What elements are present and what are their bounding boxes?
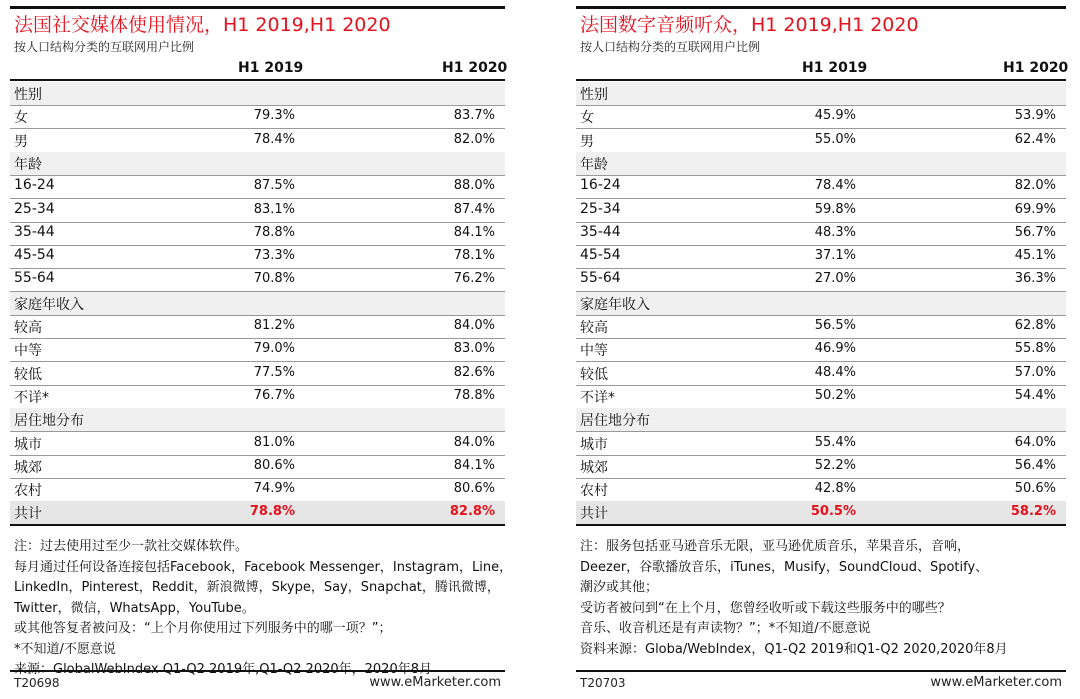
note-line: 或其他答复者被问及：“上个月你使用过下列服务中的哪一项？”； — [14, 621, 392, 636]
value-h1-2020: 56.4% — [1014, 457, 1056, 473]
table-row — [10, 199, 505, 223]
total-row — [10, 501, 505, 526]
table-row — [576, 105, 1066, 129]
section-header-row — [576, 82, 1066, 106]
value-h1-2019: 77.5% — [253, 364, 295, 380]
table-row — [576, 175, 1066, 199]
row-label: 男 — [580, 133, 594, 150]
table-row — [10, 455, 505, 479]
table-row — [576, 245, 1066, 269]
row-label: 45-54 — [14, 247, 55, 264]
row-label: 不详* — [14, 389, 49, 406]
table-row — [576, 478, 1066, 502]
value-h1-2020: 69.9% — [1014, 201, 1056, 217]
row-label: 25-34 — [14, 200, 55, 217]
value-h1-2020: 55.8% — [1014, 341, 1056, 357]
table-row — [10, 268, 505, 292]
row-label: 城市 — [580, 436, 608, 453]
row-label: 中等 — [14, 343, 42, 360]
table-row — [10, 432, 505, 456]
total-row — [576, 501, 1066, 526]
table-row — [10, 222, 505, 246]
value-h1-2019: 27.0% — [814, 271, 856, 287]
value-h1-2019: 42.8% — [814, 481, 856, 497]
value-h1-2019: 48.3% — [814, 224, 856, 240]
section-header-row — [10, 152, 505, 176]
row-label: 年龄 — [580, 156, 608, 173]
value-h1-2019: 37.1% — [814, 248, 856, 264]
row-label: 16-24 — [580, 177, 621, 194]
row-label: 较高 — [580, 320, 608, 336]
row-label: 性别 — [14, 87, 42, 103]
value-h1-2019: 50.2% — [814, 387, 856, 403]
value-h1-2019: 74.9% — [253, 481, 295, 497]
table-row — [10, 478, 505, 502]
row-label: 45-54 — [580, 247, 621, 264]
value-h1-2020: 64.0% — [1014, 434, 1056, 450]
value-h1-2019: 78.4% — [814, 178, 856, 194]
value-h1-2020: 83.7% — [453, 108, 495, 124]
table-row — [10, 338, 505, 362]
row-label: 16-24 — [14, 177, 55, 194]
column-header-h1-2020: H1 2020 — [1003, 60, 1069, 76]
row-label: 25-34 — [580, 200, 621, 217]
value-h1-2019: 76.7% — [253, 387, 295, 403]
row-label: 共计 — [14, 506, 42, 523]
value-h1-2019: 80.6% — [253, 457, 295, 473]
value-h1-2020: 62.4% — [1014, 131, 1056, 147]
value-h1-2020: 58.2% — [1010, 504, 1056, 520]
value-h1-2019: 79.0% — [253, 341, 295, 357]
value-h1-2020: 36.3% — [1014, 271, 1056, 287]
table-row — [576, 385, 1066, 409]
value-h1-2020: 62.8% — [1014, 318, 1056, 333]
value-h1-2020: 84.0% — [453, 434, 495, 450]
value-h1-2019: 55.0% — [814, 131, 856, 147]
table-row — [576, 432, 1066, 456]
note-line: *不知道/不愿意说 — [14, 641, 116, 657]
value-h1-2019: 81.0% — [253, 434, 295, 450]
value-h1-2019: 45.9% — [814, 108, 856, 124]
value-h1-2020: 76.2% — [453, 271, 495, 287]
row-label: 不详* — [580, 389, 615, 406]
note-line: 每月通过任何设备连接包括Facebook，Facebook Messenger，Instagram，Line， — [14, 559, 513, 575]
value-h1-2020: 87.4% — [453, 201, 495, 217]
note-line: LinkedIn，Pinterest，Reddit，新浪微博，Skype，Say，Snapchat，腾讯微博， — [14, 580, 500, 595]
value-h1-2019: 48.4% — [814, 364, 856, 380]
section-header-row — [10, 408, 505, 432]
row-label: 较低 — [580, 366, 608, 383]
table-code: T20703 — [580, 676, 626, 690]
row-label: 女 — [580, 110, 594, 127]
panel-subtitle: 按人口结构分类的互联网用户比例 — [14, 40, 195, 54]
notes-block — [580, 537, 1064, 660]
row-label: 性别 — [580, 87, 608, 103]
value-h1-2019: 50.5% — [810, 504, 856, 520]
value-h1-2019: 56.5% — [814, 318, 856, 333]
value-h1-2020: 56.7% — [1014, 224, 1056, 240]
value-h1-2020: 80.6% — [453, 481, 495, 497]
row-label: 农村 — [14, 483, 42, 500]
row-label: 城市 — [14, 436, 42, 453]
value-h1-2020: 82.0% — [1014, 178, 1056, 194]
value-h1-2019: 78.8% — [249, 504, 295, 520]
note-line: 资料来源：Globa/WebIndex，Q1-Q2 2019和Q1-Q2 2020,2020年8月 — [580, 641, 1008, 657]
table-row — [10, 362, 505, 386]
value-h1-2020: 84.0% — [453, 318, 495, 333]
row-label: 城郊 — [14, 459, 42, 476]
table-row — [576, 129, 1066, 153]
value-h1-2019: 81.2% — [253, 318, 295, 333]
table-row — [576, 455, 1066, 479]
note-line: Deezer，谷歌播放音乐，iTunes，Musify，SoundCloud、Spotify、 — [580, 559, 989, 575]
table-row — [10, 245, 505, 269]
row-label: 35-44 — [580, 223, 621, 240]
note-line: 受访者被问到“在上个月，您曾经收听或下载这些服务中的哪些？ — [580, 600, 951, 616]
row-label: 家庭年收入 — [14, 296, 84, 313]
section-header-row — [576, 408, 1066, 432]
section-header-row — [10, 292, 505, 316]
value-h1-2020: 83.0% — [453, 341, 495, 357]
panel-subtitle: 按人口结构分类的互联网用户比例 — [580, 40, 761, 54]
value-h1-2020: 45.1% — [1014, 248, 1056, 264]
header-rule — [576, 79, 1066, 81]
value-h1-2019: 59.8% — [814, 201, 856, 217]
row-label: 35-44 — [14, 223, 55, 240]
note-line: 注：服务包括亚马逊音乐无限，亚马逊优质音乐，苹果音乐，音响， — [580, 539, 971, 554]
row-label: 男 — [14, 133, 28, 150]
table-row — [576, 315, 1066, 339]
table-row — [576, 222, 1066, 246]
row-label: 女 — [14, 110, 28, 127]
panel-title: 法国数字音频听众，H1 2019,H1 2020 — [580, 14, 919, 36]
table-row — [576, 268, 1066, 292]
bottom-rule — [10, 670, 505, 672]
row-label: 较高 — [14, 320, 42, 336]
row-label: 较低 — [14, 366, 42, 383]
value-h1-2019: 70.8% — [253, 271, 295, 287]
table-code: T20698 — [14, 676, 60, 690]
table-row — [576, 338, 1066, 362]
value-h1-2020: 82.0% — [453, 131, 495, 147]
section-header-row — [576, 292, 1066, 316]
value-h1-2020: 84.1% — [453, 224, 495, 240]
note-line: 注：过去使用过至少一款社交媒体软件。 — [14, 539, 249, 554]
value-h1-2019: 55.4% — [814, 434, 856, 450]
value-h1-2019: 78.8% — [253, 224, 295, 240]
column-header-h1-2019: H1 2019 — [802, 60, 868, 76]
notes-block — [14, 537, 513, 681]
value-h1-2019: 73.3% — [253, 248, 295, 264]
row-label: 城郊 — [580, 459, 608, 476]
value-h1-2020: 57.0% — [1014, 364, 1056, 380]
value-h1-2020: 78.1% — [453, 248, 495, 264]
value-h1-2020: 78.8% — [453, 387, 495, 403]
value-h1-2019: 79.3% — [253, 108, 295, 124]
row-label: 共计 — [580, 506, 608, 523]
value-h1-2020: 82.8% — [449, 504, 495, 520]
value-h1-2020: 88.0% — [453, 178, 495, 194]
value-h1-2019: 46.9% — [814, 341, 856, 357]
table-row — [576, 362, 1066, 386]
row-label: 55-64 — [14, 270, 55, 287]
section-header-row — [10, 82, 505, 106]
row-label: 家庭年收入 — [580, 296, 650, 313]
column-header-h1-2019: H1 2019 — [238, 60, 304, 76]
source-brand-link[interactable]: www.eMarketer.com — [930, 675, 1062, 690]
note-line: 潮汐或其他； — [580, 580, 659, 595]
value-h1-2020: 84.1% — [453, 457, 495, 473]
note-line: 音乐、收音机还是有声读物？”；*不知道/不愿意说 — [580, 621, 871, 636]
table-row — [10, 129, 505, 153]
row-label: 年龄 — [14, 156, 42, 173]
top-rule — [576, 6, 1066, 9]
panel-title: 法国社交媒体使用情况，H1 2019,H1 2020 — [14, 14, 391, 36]
table-row — [576, 199, 1066, 223]
value-h1-2020: 53.9% — [1014, 108, 1056, 124]
source-brand-link[interactable]: www.eMarketer.com — [369, 675, 501, 690]
bottom-rule — [576, 670, 1066, 672]
value-h1-2019: 52.2% — [814, 457, 856, 473]
note-line: Twitter，微信，WhatsApp，YouTube。 — [14, 600, 255, 616]
table-panel-digital-audio — [576, 0, 1069, 699]
value-h1-2020: 82.6% — [453, 364, 495, 380]
table-row — [10, 385, 505, 409]
value-h1-2019: 87.5% — [253, 178, 295, 194]
top-rule — [10, 6, 505, 9]
column-header-h1-2020: H1 2020 — [442, 60, 508, 76]
header-rule — [10, 79, 505, 81]
row-label: 居住地分布 — [580, 413, 650, 430]
row-label: 农村 — [580, 483, 608, 500]
value-h1-2019: 83.1% — [253, 201, 295, 217]
table-row — [10, 105, 505, 129]
table-row — [10, 315, 505, 339]
value-h1-2019: 78.4% — [253, 131, 295, 147]
table-panel-social-media — [10, 0, 513, 699]
value-h1-2020: 50.6% — [1014, 481, 1056, 497]
value-h1-2020: 54.4% — [1014, 387, 1056, 403]
table-row — [10, 175, 505, 199]
section-header-row — [576, 152, 1066, 176]
row-label: 居住地分布 — [14, 413, 84, 430]
row-label: 中等 — [580, 343, 608, 360]
row-label: 55-64 — [580, 270, 621, 287]
